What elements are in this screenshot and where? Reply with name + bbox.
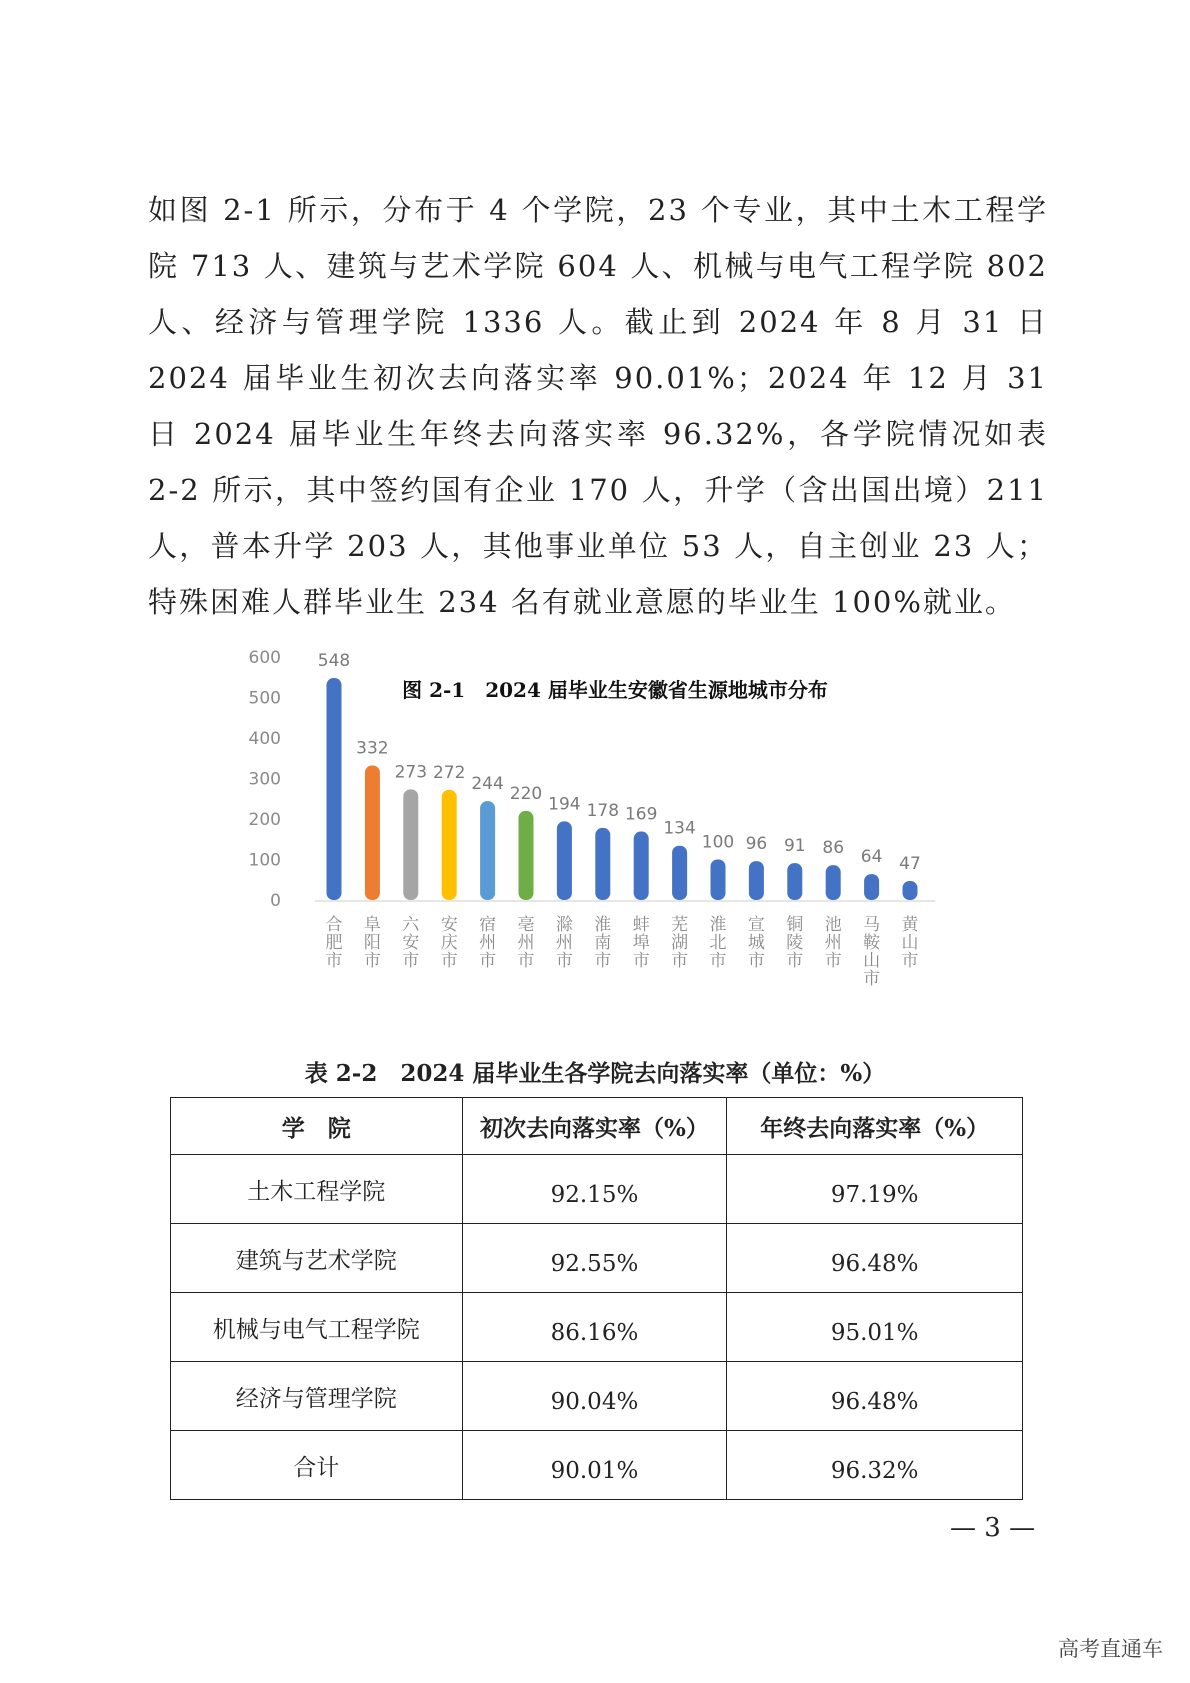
final-rate: 97.19% — [727, 1155, 1023, 1224]
x-tick-label: 黄山市 — [901, 915, 919, 971]
bar-value-label: 548 — [317, 651, 351, 672]
initial-rate: 86.16% — [462, 1293, 727, 1362]
header-college: 学 院 — [171, 1098, 463, 1155]
x-tick-label: 芜湖市 — [671, 915, 689, 971]
header-initial-rate: 初次去向落实率（%） — [462, 1098, 727, 1155]
x-tick-label: 六安市 — [402, 915, 420, 971]
initial-rate: 90.04% — [462, 1362, 727, 1431]
bar-马鞍山市 — [864, 874, 879, 900]
header-final-rate: 年终去向落实率（%） — [727, 1098, 1023, 1155]
bar-滁州市 — [557, 821, 572, 900]
body-paragraph: 如图 2-1 所示，分布于 4 个学院，23 个专业，其中土木工程学院 713 人、建筑与艺术学院 604 人、机械与电气工程学院 802 人、经济与管理学院 1336 人。截止到 2024 年 8 月 31 日 2024 届毕业生初次去向落实率 90.01%；2024 年 12 月 31 日 2024 届毕业生年终去向落实率 96.32%，各学院情况如表 2-2 所示，其中签约国有企业 170 人，升学（含出国出境）211 人，普本升学 203 人，其他事业单位 53 人，自主创业 23 人；特殊困难人群毕业生 234 名有就业意愿的毕业生 100%就业。 — [148, 193, 1048, 619]
x-axis-labels — [326, 915, 920, 989]
bar-value-label: 272 — [432, 762, 466, 783]
bar-value-label: 134 — [663, 818, 696, 839]
bar-黄山市 — [903, 881, 918, 900]
x-tick-label: 池州市 — [824, 915, 842, 971]
x-tick-label: 阜阳市 — [363, 915, 381, 971]
x-tick-label: 安庆市 — [440, 915, 458, 971]
final-rate: 95.01% — [727, 1293, 1023, 1362]
bar-淮北市 — [711, 860, 726, 901]
page-number: — 3 — — [950, 1513, 1036, 1543]
bar-value-label: 220 — [509, 783, 543, 804]
x-tick-label: 淮南市 — [594, 915, 612, 971]
bar-value-label: 178 — [586, 800, 620, 821]
y-tick-label: 200 — [248, 810, 281, 830]
y-tick-label: 0 — [270, 891, 281, 911]
initial-rate: 90.01% — [462, 1431, 727, 1500]
bar-合肥市 — [327, 678, 342, 900]
bar-value-label: 100 — [701, 832, 735, 853]
y-tick-label: 600 — [248, 648, 281, 668]
bar-铜陵市 — [787, 863, 802, 900]
bar-芜湖市 — [672, 846, 687, 900]
x-tick-label: 滁州市 — [555, 915, 573, 971]
x-tick-label: 亳州市 — [517, 915, 535, 971]
x-tick-label: 马鞍山市 — [863, 915, 881, 989]
table-row — [171, 1362, 1023, 1431]
table-caption: 表 2-2 2024 届毕业生各学院去向落实率（单位：%） — [304, 1060, 886, 1087]
chart-title: 图 2-1 2024 届毕业生安徽省生源地城市分布 — [402, 678, 828, 702]
bar-阜阳市 — [365, 766, 380, 900]
table-row — [171, 1431, 1023, 1500]
x-tick-label: 蚌埠市 — [632, 915, 650, 971]
y-axis — [249, 648, 281, 911]
college-name: 合计 — [171, 1431, 463, 1500]
bar-蚌埠市 — [634, 832, 649, 900]
bar-value-label: 194 — [548, 794, 581, 815]
final-rate: 96.32% — [727, 1431, 1023, 1500]
table-row — [171, 1293, 1023, 1362]
bar-六安市 — [403, 789, 418, 900]
placement-rate-table — [170, 1097, 1023, 1500]
bar-value-label: 169 — [624, 804, 658, 825]
final-rate: 96.48% — [727, 1362, 1023, 1431]
bar-value-label: 273 — [394, 762, 428, 783]
y-tick-label: 500 — [248, 688, 281, 709]
x-tick-label: 铜陵市 — [786, 915, 804, 971]
x-tick-label: 宿州市 — [479, 915, 497, 971]
bar-安庆市 — [442, 790, 457, 900]
table-header-row — [171, 1098, 1023, 1155]
x-tick-label: 淮北市 — [709, 915, 727, 971]
table-row — [171, 1155, 1023, 1224]
y-tick-label: 100 — [248, 850, 281, 871]
college-name: 建筑与艺术学院 — [171, 1224, 463, 1293]
bar-宣城市 — [749, 861, 764, 900]
bar-value-label: 64 — [860, 847, 883, 868]
bar-value-label: 332 — [356, 738, 389, 759]
college-name: 土木工程学院 — [171, 1155, 463, 1224]
city-distribution-chart — [248, 640, 955, 989]
bar-池州市 — [826, 865, 841, 900]
y-tick-label: 400 — [248, 729, 281, 749]
initial-rate: 92.55% — [462, 1224, 727, 1293]
college-name: 机械与电气工程学院 — [171, 1293, 463, 1362]
initial-rate: 92.15% — [462, 1155, 727, 1224]
table-row — [171, 1224, 1023, 1293]
bars — [315, 678, 935, 901]
bar-value-label: 96 — [745, 834, 768, 855]
bar-value-label: 244 — [471, 774, 504, 795]
bar-value-label: 86 — [822, 838, 845, 859]
bar-亳州市 — [519, 811, 534, 900]
x-tick-label: 合肥市 — [325, 915, 343, 971]
college-name: 经济与管理学院 — [171, 1362, 463, 1431]
bar-宿州市 — [480, 801, 495, 900]
final-rate: 96.48% — [727, 1224, 1023, 1293]
watermark: 高考直通车 — [1058, 1637, 1163, 1661]
x-tick-label: 宣城市 — [747, 915, 765, 971]
bar-淮南市 — [595, 828, 610, 900]
bar-value-label: 47 — [899, 853, 921, 874]
y-tick-label: 300 — [248, 769, 281, 790]
bar-value-label: 91 — [783, 836, 806, 857]
